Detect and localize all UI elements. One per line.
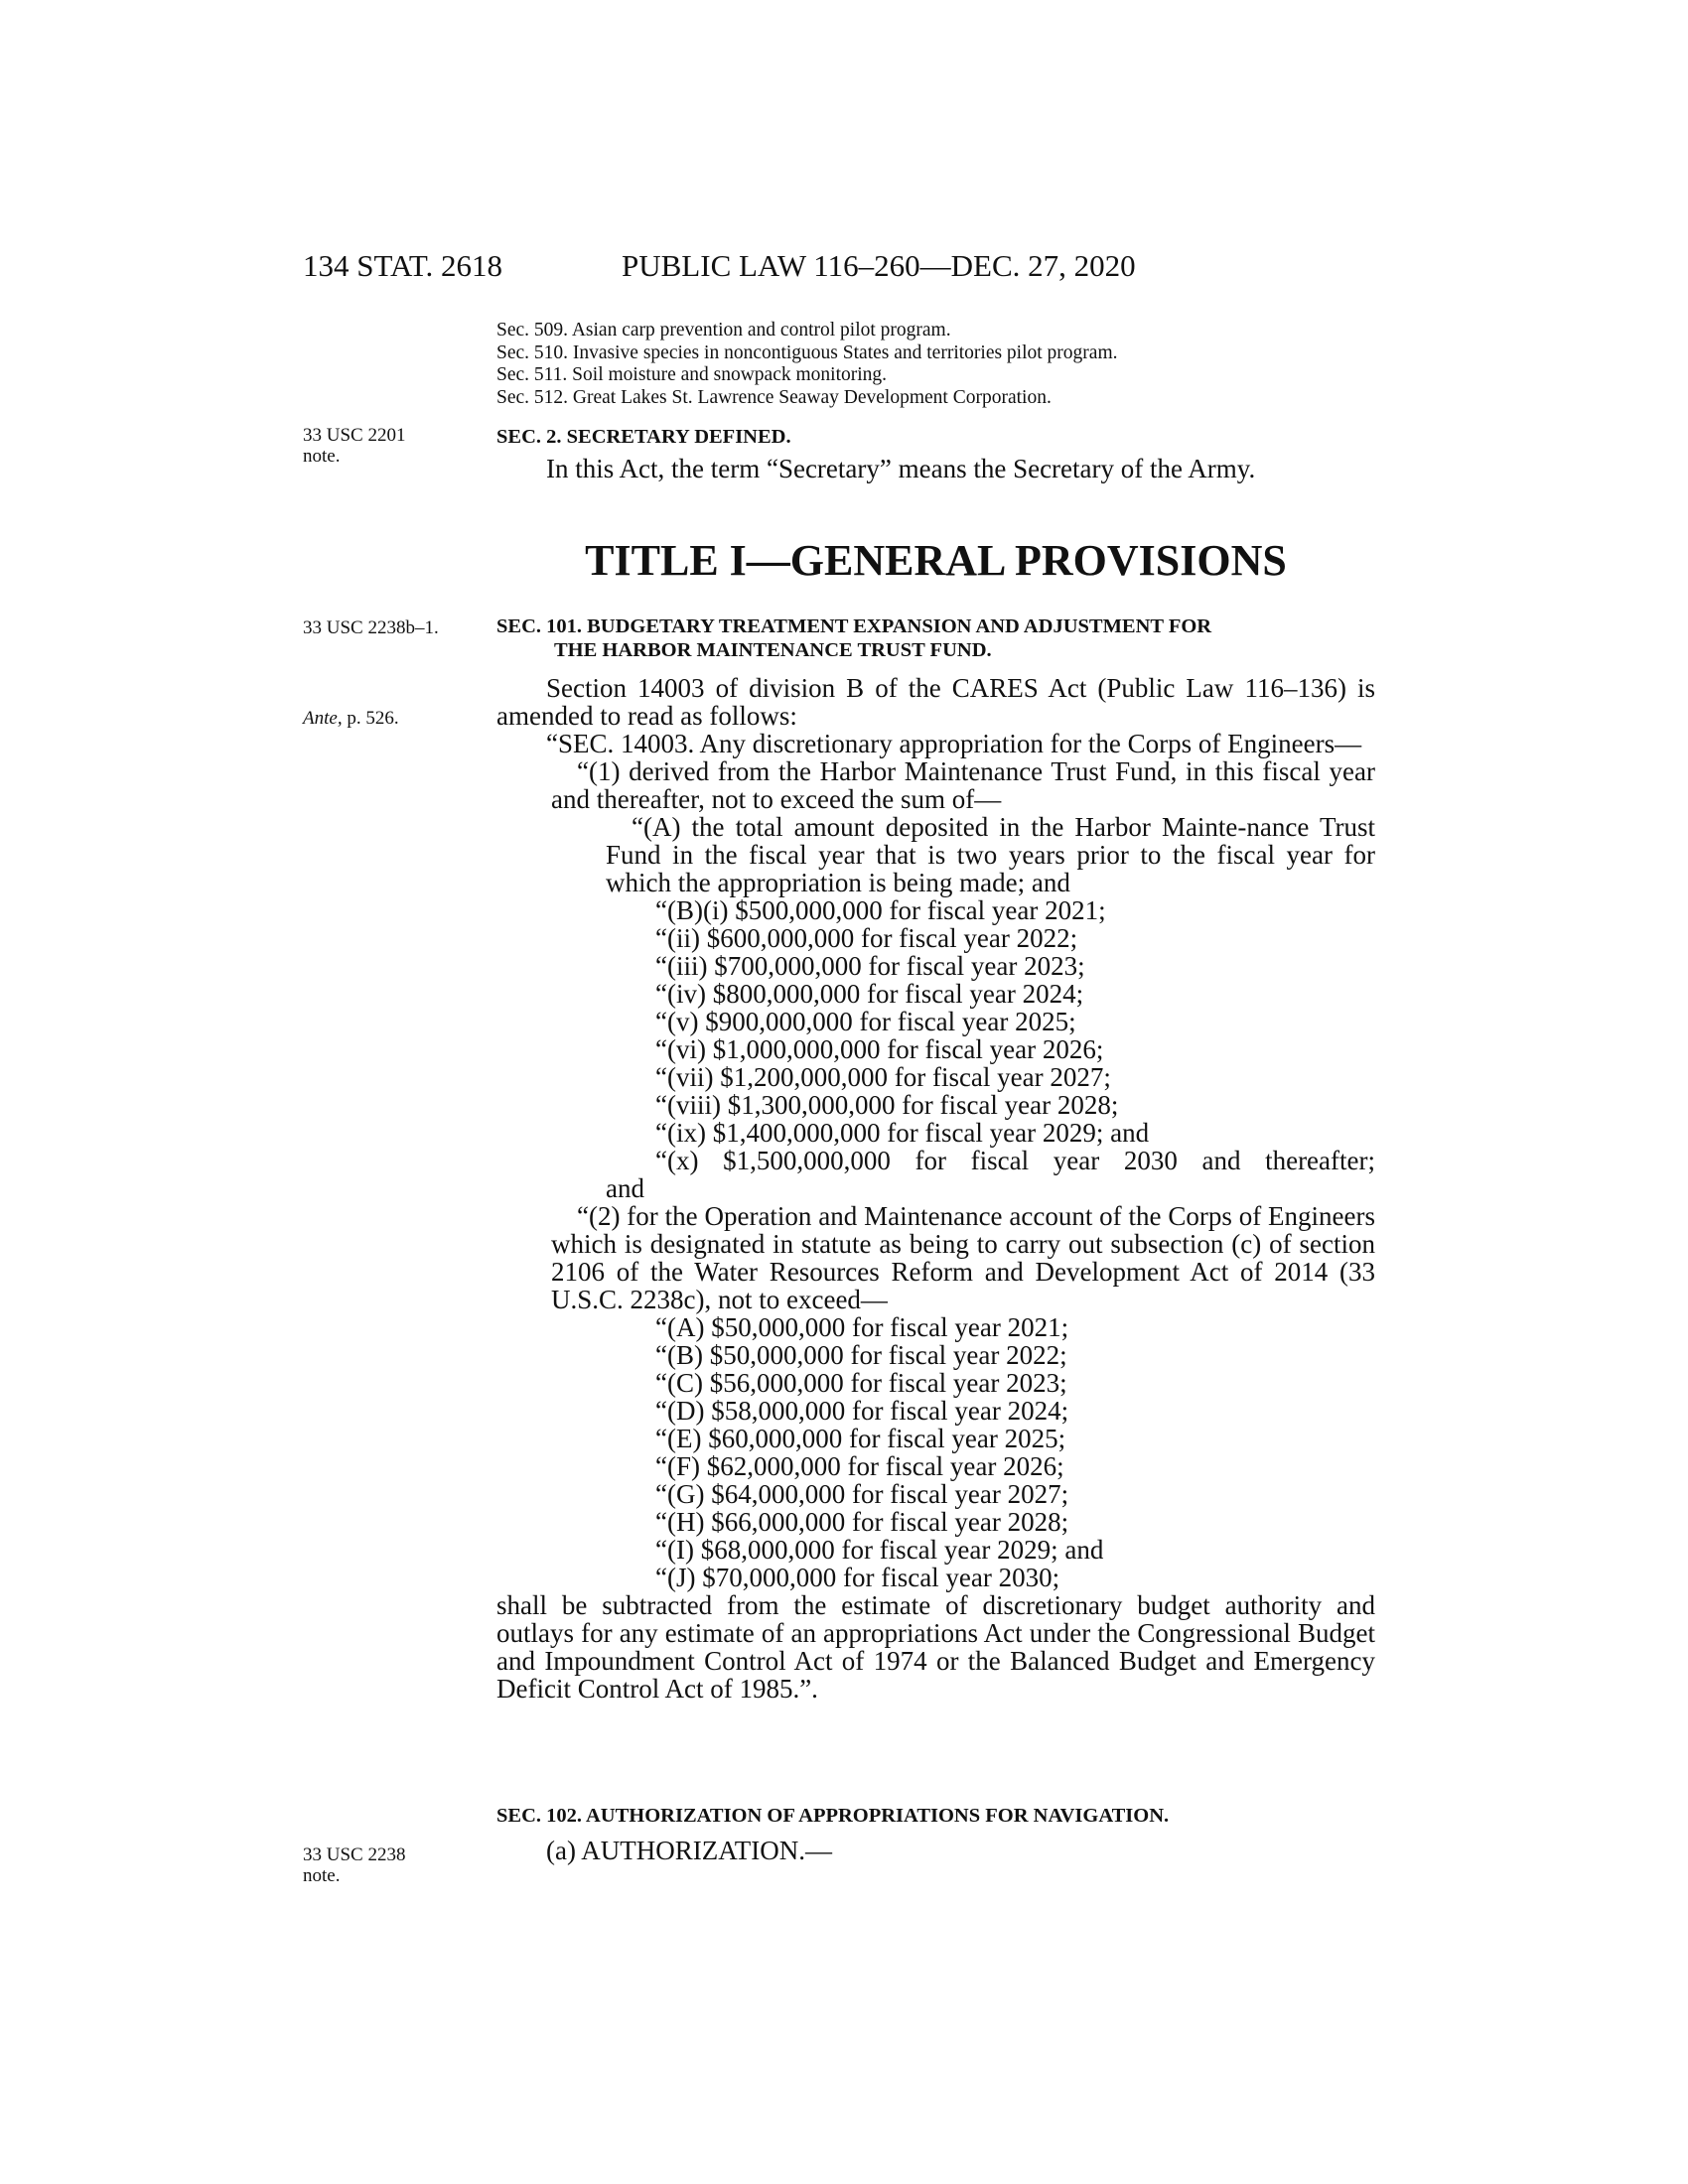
title-heading: TITLE I—GENERAL PROVISIONS [585, 536, 1287, 585]
sec14003-lead: “SEC. 14003. Any discretionary appropriation for the Corps of Engineers— [546, 729, 1362, 758]
statute-page-number: 134 STAT. 2618 [303, 248, 503, 283]
sec101-heading: SEC. 101. BUDGETARY TREATMENT EXPANSION AND ADJUSTMENT FOR THE HARBOR MAINTENANCE TRUST FUND. [496, 615, 1212, 661]
sec102-heading: SEC. 102. AUTHORIZATION OF APPROPRIATIONS FOR NAVIGATION. [496, 1805, 1170, 1827]
toc-item: Sec. 510. Invasive species in noncontiguous States and territories pilot program. [496, 341, 1118, 363]
margin-note-sec2: 33 USC 2201 note. [303, 425, 406, 467]
list-item: “(B)(i) $500,000,000 for fiscal year 2021; [655, 895, 1106, 925]
list-item: “(G) $64,000,000 for fiscal year 2027; [655, 1479, 1069, 1509]
list-item: “(C) $56,000,000 for fiscal year 2023; [655, 1368, 1067, 1398]
sec101-intro: Section 14003 of division B of the CARES Act (Public Law 116–136) is amended to read as follows: [496, 673, 1375, 731]
list-item: “(viii) $1,300,000,000 for fiscal year 2028; [655, 1090, 1119, 1120]
list-item: “(ix) $1,400,000,000 for fiscal year 2029; and [655, 1118, 1150, 1148]
fiscal-list-2 [496, 1313, 1375, 1591]
list-item: “(x) $1,500,000,000 for fiscal year 2030 and thereafter; [655, 1146, 1375, 1175]
toc-list [496, 320, 1375, 409]
sec2-heading: SEC. 2. SECRETARY DEFINED. [496, 426, 791, 448]
list-item: “(B) $50,000,000 for fiscal year 2022; [655, 1340, 1067, 1370]
list-item: “(vii) $1,200,000,000 for fiscal year 2027; [655, 1062, 1111, 1092]
list-item: “(vi) $1,000,000,000 for fiscal year 2026; [655, 1034, 1104, 1064]
list-item: “(D) $58,000,000 for fiscal year 2024; [655, 1396, 1069, 1426]
toc-item: Sec. 511. Soil moisture and snowpack monitoring. [496, 364, 888, 385]
paragraph-2: “(2) for the Operation and Maintenance account of the Corps of Engineers which is designated in statute as being to carry out subsection (c) of section 2106 of the Water Resources Reform and Development Act of 2014 (33 U.S.C. 2238c), not to exceed— [551, 1201, 1375, 1314]
list-item: “(E) $60,000,000 for fiscal year 2025; [655, 1424, 1066, 1453]
list-item-and: and [606, 1173, 644, 1203]
list-item: “(I) $68,000,000 for fiscal year 2029; and [655, 1535, 1104, 1565]
toc-item: Sec. 509. Asian carp prevention and control pilot program. [496, 320, 951, 341]
list-item: “(iii) $700,000,000 for fiscal year 2023; [655, 951, 1085, 981]
list-item: “(H) $66,000,000 for fiscal year 2028; [655, 1507, 1069, 1537]
sec2-text: In this Act, the term “Secretary” means the Secretary of the Army. [546, 454, 1256, 483]
list-item: “(iv) $800,000,000 for fiscal year 2024; [655, 979, 1084, 1009]
list-item: “(v) $900,000,000 for fiscal year 2025; [655, 1007, 1076, 1036]
list-item: “(A) $50,000,000 for fiscal year 2021; [655, 1312, 1069, 1342]
subparagraph-A: “(A) the total amount deposited in the Harbor Mainte-nance Trust Fund in the fiscal year that is two years prior to the fiscal year for which the appropriation is being made; and [606, 812, 1375, 897]
closing-paragraph: shall be subtracted from the estimate of discretionary budget authority and outlays for any estimate of an appropriations Act under the Congressional Budget and Impoundment Control Act of 1974 or the Balanced Budget and Emergency Deficit Control Act of 1985.”. [496, 1590, 1375, 1704]
list-item: “(ii) $600,000,000 for fiscal year 2022; [655, 923, 1078, 953]
toc-item: Sec. 512. Great Lakes St. Lawrence Seaway Development Corporation. [496, 386, 1052, 408]
margin-note-sec102: 33 USC 2238 note. [303, 1844, 406, 1886]
list-item: “(F) $62,000,000 for fiscal year 2026; [655, 1451, 1064, 1481]
fiscal-list-1 [496, 896, 1375, 1202]
sec102-subsection-a: (a) AUTHORIZATION.— [546, 1836, 832, 1865]
public-law-citation: PUBLIC LAW 116–260—DEC. 27, 2020 [622, 248, 1136, 283]
list-item: “(J) $70,000,000 for fiscal year 2030; [655, 1563, 1060, 1592]
margin-note-ante: Ante, p. 526. [303, 708, 399, 729]
paragraph-1: “(1) derived from the Harbor Maintenance Trust Fund, in this fiscal year and thereafter, not to exceed the sum of— [551, 756, 1375, 814]
sec101-body [496, 674, 1375, 1703]
margin-note-sec101: 33 USC 2238b–1. [303, 617, 439, 638]
